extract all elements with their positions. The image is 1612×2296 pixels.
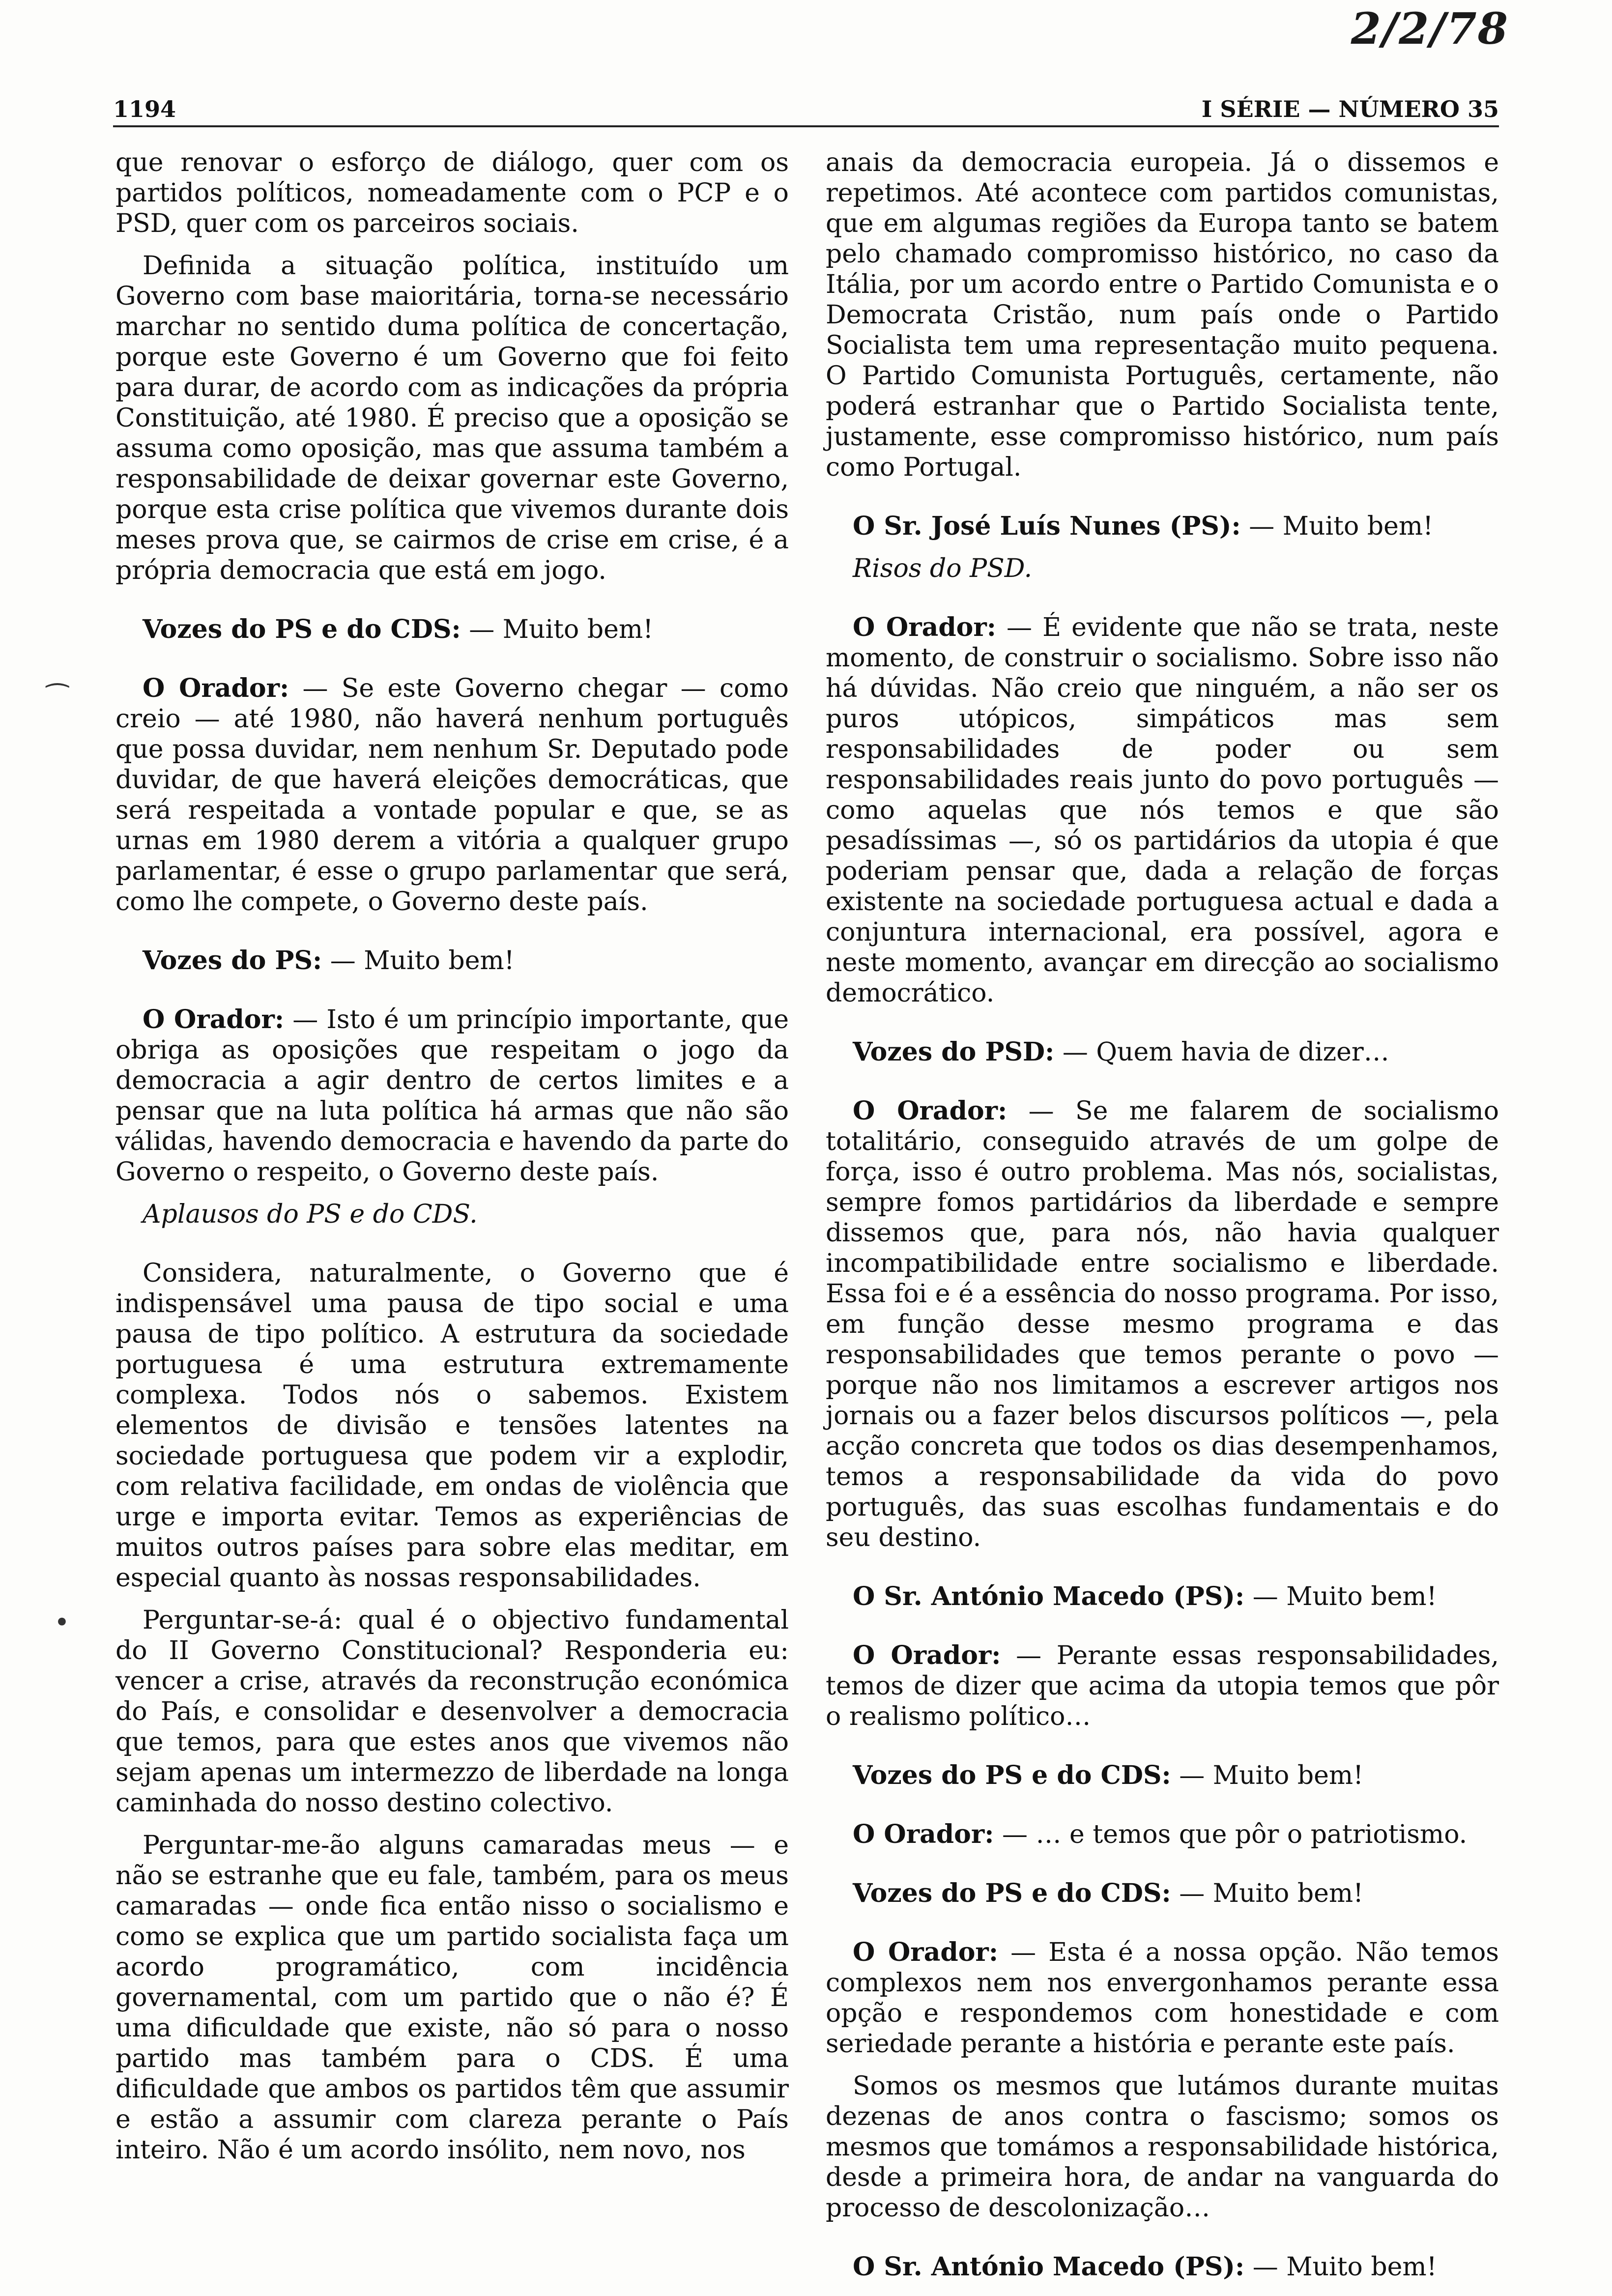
speaker-name: O Orador: xyxy=(143,1004,285,1034)
speaker-name: O Orador: xyxy=(853,1937,999,1967)
paragraph-text: — Muito bem! xyxy=(322,946,515,976)
margin-dot: • xyxy=(54,1607,70,1638)
speaker-name: O Orador: xyxy=(853,1819,994,1849)
speaker-name: O Sr. José Luís Nunes (PS): xyxy=(853,511,1241,541)
paragraph-text: — … e temos que pôr o patriotismo. xyxy=(994,1820,1468,1849)
text-paragraph xyxy=(826,2071,1499,2223)
paragraph-text: — Muito bem! xyxy=(461,615,654,644)
paragraph-text: anais da democracia europeia. Já o dissemos e repetimos. Até acontece com partidos comunistas, que em algumas regiões da Europa tanto se batem pelo chamado compromisso histórico, no caso da Itália, por um acordo entre o Partido Comunista e o Democrata Cristão, num país onde o Partido Socialista tem uma representação muito pequena. O Partido Comunista Português, certamente, não poderá estranhar que o Partido Socialista tente, justamente, esse compromisso histórico, num país como Portugal. xyxy=(826,148,1499,482)
paragraph-text: — É evidente que não se trata, neste momento, de construir o socialismo. Sobre isso não há dúvidas. Não creio que ninguém, a não ser os puros utópicos, simpáticos mas sem responsabilidades de poder ou sem responsabilidades reais junto do povo português — como aquelas que nós temos e que são pesadíssimas —, só os partidários da utopia é que poderiam pensar que, dada a relação de forças existente na sociedade portuguesa actual e dada a conjuntura internacional, era possível, agora e neste momento, avançar em direcção ao socialismo democrático. xyxy=(826,613,1499,1008)
paragraph-text: — Esta é a nossa opção. Não temos complexos nem nos envergonhamos perante essa opção e respondemos com honestidade e com seriedade perante a história e perante este país. xyxy=(826,1938,1499,2059)
speech-paragraph xyxy=(826,1878,1499,1909)
speaker-name: Vozes do PS e do CDS: xyxy=(143,614,461,644)
stage-direction: Aplausos do PS e do CDS. xyxy=(143,1200,478,1229)
paragraph-text: Somos os mesmos que lutámos durante muitas dezenas de anos contra o fascismo; somos os mesmos que tomámos a responsabilidade histórica, desde a primeira hora, de andar na vanguarda do processo de descolonização… xyxy=(826,2071,1499,2223)
speech-paragraph xyxy=(115,673,789,917)
speech-paragraph xyxy=(826,612,1499,1008)
speech-paragraph xyxy=(826,1819,1499,1850)
paragraph-text: — Isto é um princípio importante, que obriga as oposições que respeitam o jogo da democracia a agir dentro de certos limites e a pensar que na luta política há armas que não são válidas, havendo democracia e havendo da parte do Governo o respeito, o Governo deste país. xyxy=(115,1005,789,1187)
paragraph-text: — Perante essas responsabilidades, temos de dizer que acima da utopia temos que pôr o realismo político… xyxy=(826,1641,1499,1731)
speaker-name: O Orador: xyxy=(853,612,996,642)
speech-paragraph xyxy=(826,1096,1499,1553)
stage-direction: Risos do PSD. xyxy=(853,554,1033,583)
paragraph-text: — Muito bem! xyxy=(1244,2252,1437,2282)
paragraph-text: Definida a situação política, instituído um Governo com base maioritária, torna-se necessário marchar no sentido duma política de concertação, porque este Governo é um Governo que foi feito para durar, de acordo com as indicações da própria Constituição, até 1980. É preciso que a oposição se assuma como oposição, mas que assuma também a responsabilidade de deixar governar este Governo, porque esta crise política que vivemos durante dois meses prova que, se cairmos de crise em crise, é a própria democracia que está em jogo. xyxy=(115,251,789,585)
speaker-name: O Sr. António Macedo (PS): xyxy=(853,2252,1245,2282)
speaker-name: O Sr. António Macedo (PS): xyxy=(853,1581,1245,1611)
margin-mark: ⁀ xyxy=(47,683,68,714)
speech-paragraph xyxy=(826,2252,1499,2282)
speaker-name: Vozes do PS: xyxy=(143,946,322,976)
paragraph-text: — Muito bem! xyxy=(1171,1761,1364,1790)
speech-paragraph xyxy=(826,1640,1499,1732)
paragraph-text: Perguntar-me-ão alguns camaradas meus — e não se estranhe que eu fale, também, para os meus camaradas — onde fica então nisso o socialismo e como se explica que um partido socialista faça um acordo programático, com incidência governamental, com um partido que o não é? É uma dificuldade que existe, não só para o nosso partido mas também para o CDS. É uma dificuldade que ambos os partidos têm que assumir e estão a assumir com clareza perante o País inteiro. Não é um acordo insólito, nem novo, nos xyxy=(115,1831,789,2165)
paragraph-text: que renovar o esforço de diálogo, quer com os partidos políticos, nomeadamente com o PCP e o PSD, quer com os parceiros sociais. xyxy=(115,148,789,238)
speech-paragraph xyxy=(826,1760,1499,1791)
handwritten-date: 2/2/78 xyxy=(1351,3,1509,54)
page-header xyxy=(113,86,1499,127)
paragraph-text: — Muito bem! xyxy=(1244,1582,1437,1611)
text-paragraph xyxy=(115,1830,789,2165)
text-paragraph xyxy=(115,251,789,586)
text-paragraph xyxy=(115,1605,789,1818)
left-column xyxy=(115,147,789,2177)
page-number: 1194 xyxy=(113,96,176,122)
text-paragraph xyxy=(115,1258,789,1593)
speech-paragraph xyxy=(115,614,789,645)
right-column xyxy=(826,147,1499,2294)
speech-paragraph xyxy=(115,946,789,976)
speaker-name: Vozes do PS e do CDS: xyxy=(853,1760,1171,1790)
speaker-name: O Orador: xyxy=(853,1640,1001,1670)
speaker-name: O Orador: xyxy=(143,673,289,703)
series-number: I SÉRIE — NÚMERO 35 xyxy=(1201,96,1499,122)
text-paragraph xyxy=(115,147,789,239)
paragraph-text: Considera, naturalmente, o Governo que é indispensável uma pausa de tipo social e uma pausa de tipo político. A estrutura da sociedade portuguesa é uma estrutura extremamente complexa. Todos nós o sabemos. Existem elementos de divisão e tensões latentes na sociedade portuguesa que podem vir a explodir, com relativa facilidade, em ondas de violência que urge e importa evitar. Temos as experiências de muitos outros países para sobre elas meditar, em especial quanto às nossas responsabilidades. xyxy=(115,1259,789,1593)
speech-paragraph xyxy=(826,1037,1499,1067)
speech-paragraph xyxy=(826,511,1499,542)
paragraph-text: — Se este Governo chegar — como creio — até 1980, não haverá nenhum português que possa duvidar, nem nenhum Sr. Deputado pode duvidar, de que haverá eleições democráticas, que será respeitada a vontade popular e que, se as urnas em 1980 derem a vitória a qualquer grupo parlamentar, é esse o grupo parlamentar que será, como lhe compete, o Governo deste país. xyxy=(115,674,789,917)
speech-paragraph xyxy=(115,1004,789,1187)
paragraph-text: — Muito bem! xyxy=(1240,512,1434,541)
text-paragraph xyxy=(826,147,1499,483)
speech-paragraph xyxy=(826,1937,1499,2059)
speech-paragraph xyxy=(826,1581,1499,1612)
paragraph-text: Perguntar-se-á: qual é o objectivo fundamental do II Governo Constitucional? Responderia eu: vencer a crise, através da reconstrução económica do País, e consolidar e desenvolver a democracia que temos, para que estes anos que vivemos não sejam apenas um intermezzo de liberdade na longa caminhada do nosso destino colectivo. xyxy=(115,1606,789,1818)
speaker-name: Vozes do PSD: xyxy=(853,1037,1055,1067)
paragraph-text: — Se me falarem de socialismo totalitário, conseguido através de um golpe de força, isso é outro problema. Mas nós, socialistas, sempre fomos partidários da liberdade e sempre dissemos que, para nós, não havia qualquer incompatibilidade entre socialismo e liberdade. Essa foi e é a essência do nosso programa. Por isso, em função desse mesmo programa e das responsabilidades que temos perante o povo — porque não nos limitamos a escrever artigos nos jornais ou a fazer belos discursos políticos —, pela acção concreta que todos os dias desempenhamos, temos a responsabilidade da vida do povo português, das suas escolhas fundamentais e do seu destino. xyxy=(826,1096,1499,1552)
paragraph-text: — Muito bem! xyxy=(1171,1879,1364,1908)
speaker-name: Vozes do PS e do CDS: xyxy=(853,1878,1171,1908)
speaker-name: O Orador: xyxy=(853,1096,1008,1126)
paragraph-text: — Quem havia de dizer… xyxy=(1054,1037,1389,1067)
